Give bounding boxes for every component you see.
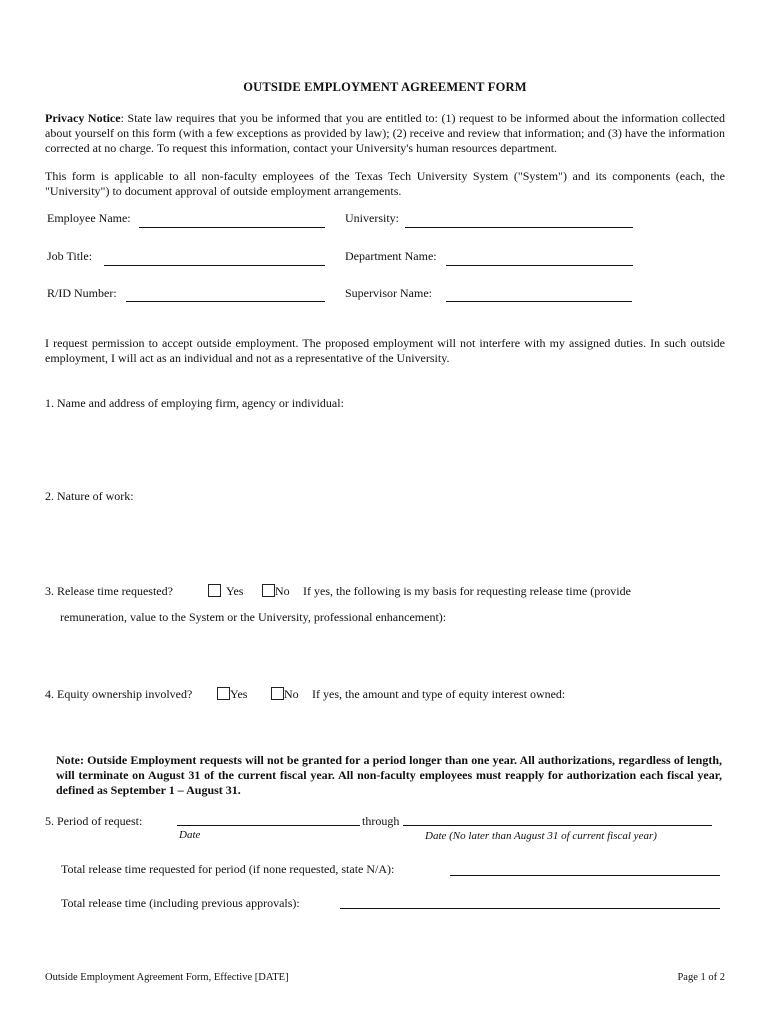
equity-no-label: No [284, 687, 299, 701]
release-time-followup: If yes, the following is my basis for requesting release time (provide [303, 584, 631, 598]
privacy-notice-label: Privacy Notice [45, 111, 121, 125]
total-release-period-label: Total release time requested for period (if none requested, state N/A): [61, 862, 395, 876]
equity-no-checkbox[interactable] [271, 687, 284, 700]
period-end-date-field[interactable] [403, 825, 712, 826]
release-time-yes-checkbox[interactable] [208, 584, 221, 597]
question-4-label: 4. Equity ownership involved? [45, 687, 193, 701]
release-time-followup-continued: remuneration, value to the System or the University, professional enhancement): [60, 610, 447, 624]
privacy-notice [45, 111, 725, 156]
rid-number-label: R/ID Number: [47, 286, 117, 300]
question-3-answer-area[interactable] [45, 628, 725, 678]
total-release-field[interactable] [340, 908, 720, 909]
form-title: OUTSIDE EMPLOYMENT AGREEMENT FORM [243, 80, 527, 94]
period-start-date-field[interactable] [177, 825, 360, 826]
footer-page-number: Page 1 of 2 [677, 972, 725, 983]
release-time-no-label: No [275, 584, 290, 598]
question-2-label: 2. Nature of work: [45, 489, 134, 503]
through-label: through [362, 814, 400, 828]
supervisor-name-label: Supervisor Name: [345, 286, 432, 300]
total-release-period-field[interactable] [450, 875, 720, 876]
applicability-text: This form is applicable to all non-faculty employees of the Texas Tech University System ("System") and its components (each, the "University") to document approval of outside employment arrangements. [45, 169, 725, 198]
request-statement: I request permission to accept outside employment. The proposed employment will not interfere with my assigned duties. In such outside employment, I will act as an individual and not as a representative of the University. [45, 336, 725, 365]
job-title-field[interactable] [104, 265, 325, 266]
privacy-notice-text: : State law requires that you be informed that you are entitled to: (1) request to be informed about the information collected about yourself on this form (with a few exceptions as provided by law); (2) receive and review that information; and (3) have the information corrected at no charge. To request this information, contact your University's human resources department. [45, 111, 726, 155]
job-title-label: Job Title: [47, 249, 93, 263]
release-time-yes-label: Yes [226, 584, 244, 598]
question-1-label: 1. Name and address of employing firm, agency or individual: [45, 396, 344, 410]
question-3-label: 3. Release time requested? [45, 584, 173, 598]
start-date-hint: Date [179, 829, 201, 841]
release-time-no-checkbox[interactable] [262, 584, 275, 597]
note-text: Note: Outside Employment requests will not be granted for a period longer than one year. All authorizations, regardless of length, will terminate on August 31 of the current fiscal year. All non-faculty employees must reapply for authorization each fiscal year, defined as September 1 – August 31. [56, 753, 722, 797]
total-release-label: Total release time (including previous approvals): [61, 896, 300, 910]
question-2-answer-area[interactable] [45, 507, 725, 573]
end-date-hint: Date (No later than August 31 of current fiscal year) [425, 830, 657, 842]
employee-name-field[interactable] [139, 227, 325, 228]
footer-form-name: Outside Employment Agreement Form, Effective [DATE] [45, 972, 289, 983]
question-1-answer-area[interactable] [45, 414, 725, 480]
rid-number-field[interactable] [126, 301, 325, 302]
university-field[interactable] [405, 227, 633, 228]
equity-yes-checkbox[interactable] [217, 687, 230, 700]
employee-name-label: Employee Name: [47, 211, 131, 225]
department-name-label: Department Name: [345, 249, 437, 263]
equity-yes-label: Yes [230, 687, 248, 701]
department-name-field[interactable] [446, 265, 633, 266]
equity-followup: If yes, the amount and type of equity interest owned: [312, 687, 566, 701]
supervisor-name-field[interactable] [446, 301, 632, 302]
question-5-label: 5. Period of request: [45, 814, 143, 828]
university-label: University: [345, 211, 399, 225]
